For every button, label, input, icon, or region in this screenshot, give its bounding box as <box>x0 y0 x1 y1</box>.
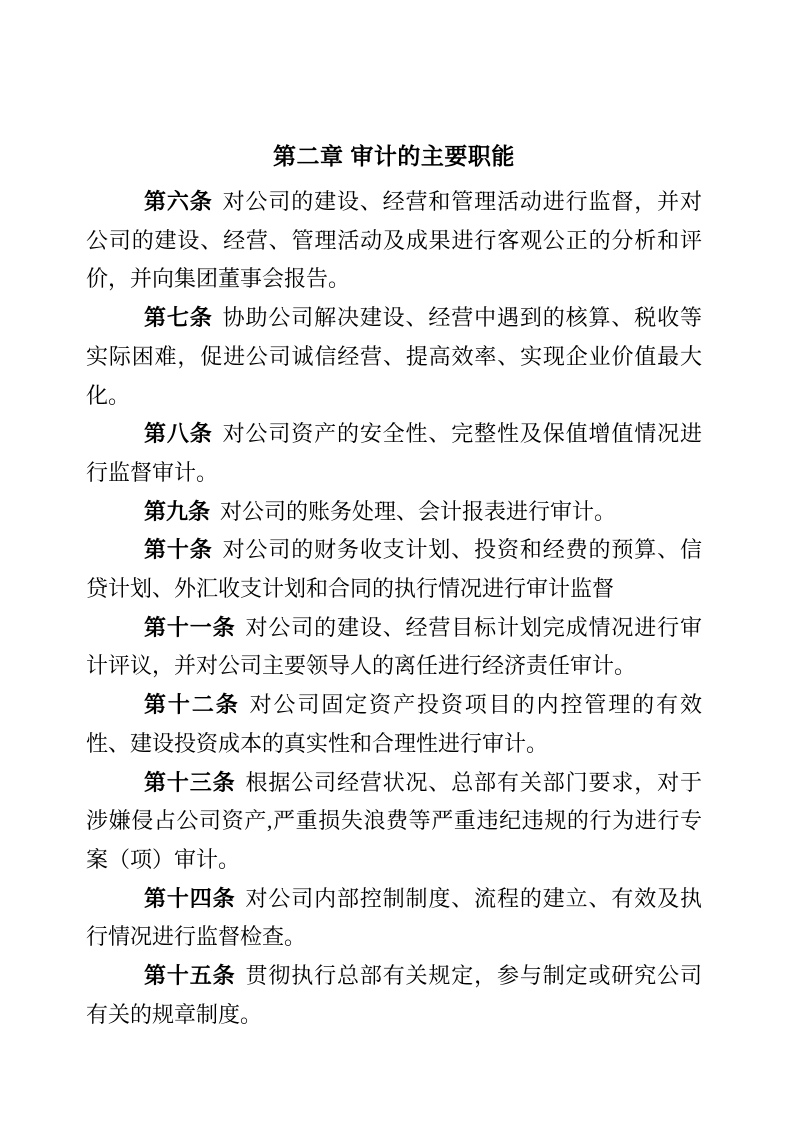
article-10-text: 对公司的财务收支计划、投资和经费的预算、信贷计划、外汇收支计划和合同的执行情况进行审计监督 <box>86 537 702 602</box>
article-12-label: 第十二条 <box>144 692 240 718</box>
article-12-text: 对公司固定资产投资项目的内控管理的有效性、建设投资成本的真实性和合理性进行审计。 <box>86 692 702 756</box>
article-9-label: 第九条 <box>144 498 211 524</box>
document-content <box>86 134 702 1034</box>
article-14 <box>86 880 702 957</box>
article-11 <box>86 609 702 686</box>
article-11-text: 对公司的建设、经营目标计划完成情况进行审计评议，并对公司主要领导人的离任进行经济责任审计。 <box>86 614 702 679</box>
article-8 <box>86 415 702 492</box>
chapter-title: 第二章 审计的主要职能 <box>273 143 515 169</box>
article-7-text: 协助公司解决建设、经营中遇到的核算、税收等实际困难，促进公司诚信经营、提高效率、实现企业价值最大化。 <box>86 305 702 408</box>
article-6-label: 第六条 <box>144 189 213 214</box>
article-12 <box>86 686 702 763</box>
article-14-text: 对公司内部控制制度、流程的建立、有效及执行情况进行监督检查。 <box>86 885 702 950</box>
article-13-label: 第十三条 <box>144 769 236 795</box>
article-13 <box>86 764 702 880</box>
article-8-text: 对公司资产的安全性、完整性及保值增值情况进行监督审计。 <box>86 421 702 485</box>
article-6-text: 对公司的建设、经营和管理活动进行监督，并对公司的建设、经营、管理活动及成果进行客观公正的分析和评价，并向集团董事会报告。 <box>86 189 702 292</box>
article-9 <box>86 493 702 532</box>
article-7-label: 第七条 <box>144 305 213 331</box>
article-10 <box>86 531 702 608</box>
article-15 <box>86 957 702 1034</box>
article-7 <box>86 299 702 415</box>
article-14-label: 第十四条 <box>144 885 236 911</box>
article-8-label: 第八条 <box>144 421 213 447</box>
article-15-label: 第十五条 <box>144 963 236 989</box>
article-13-text: 根据公司经营状况、总部有关部门要求，对于涉嫌侵占公司资产,严重损失浪费等严重违纪违规的行为进行专案（项）审计。 <box>86 769 702 872</box>
article-11-label: 第十一条 <box>144 614 236 640</box>
article-15-text: 贯彻执行总部有关规定，参与制定或研究公司有关的规章制度。 <box>86 963 702 1027</box>
article-9-text: 对公司的账务处理、会计报表进行审计。 <box>220 498 617 524</box>
article-10-label: 第十条 <box>144 537 213 563</box>
article-6 <box>86 183 702 299</box>
